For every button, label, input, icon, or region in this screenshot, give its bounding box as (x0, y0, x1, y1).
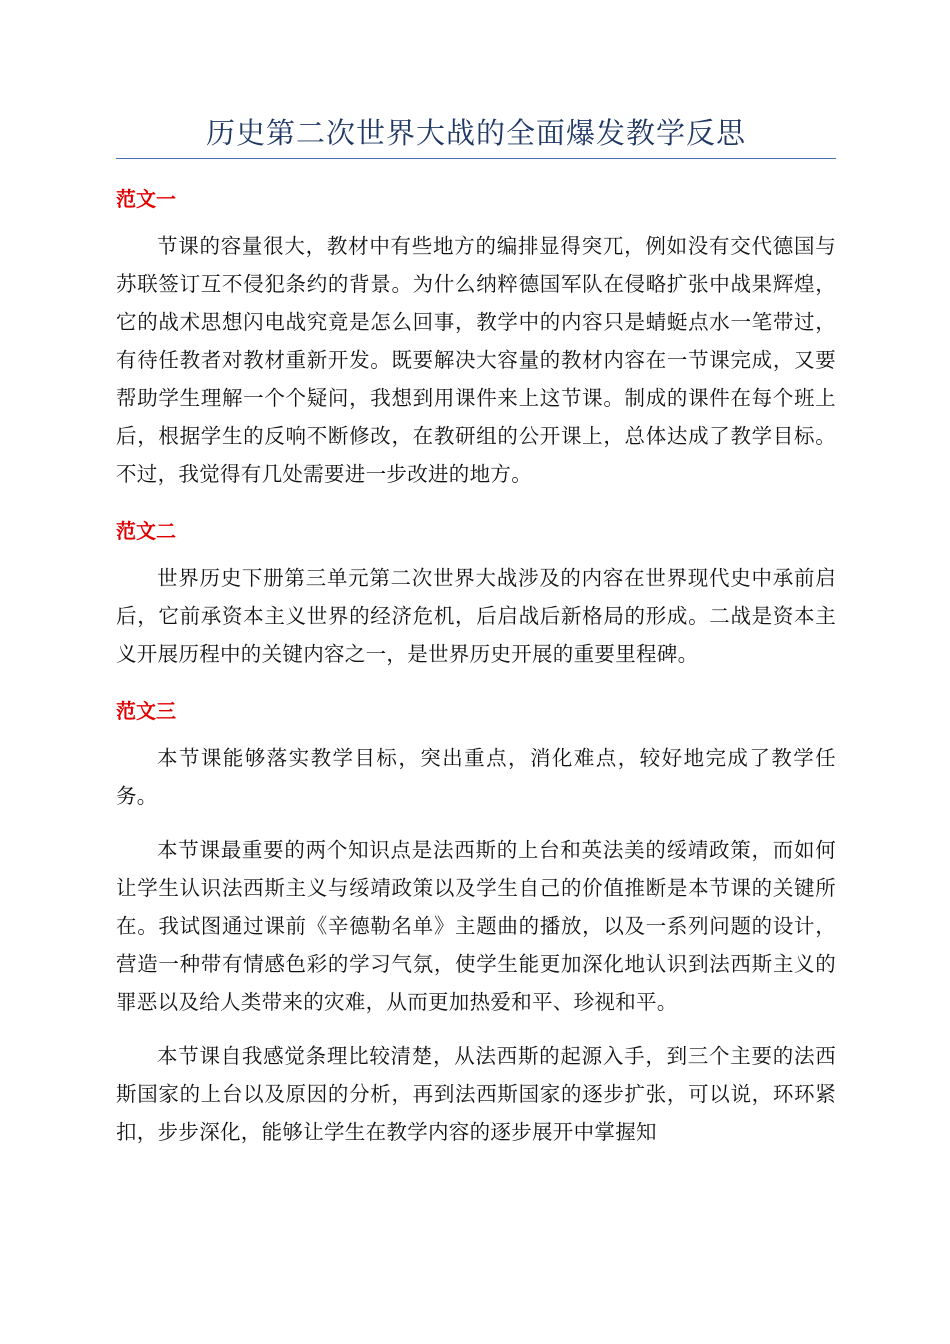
paragraph: 本节课最重要的两个知识点是法西斯的上台和英法美的绥靖政策，而如何让学生认识法西斯主义与绥靖政策以及学生自己的价值推断是本节课的关键所在。我试图通过课前《辛德勒名单》主题曲的播放，以及一系列问题的设计，营造一种带有情感色彩的学习气氛，使学生能更加深化地认识到法西斯主义的罪恶以及给人类带来的灾难，从而更加热爱和平、珍视和平。 (116, 838, 836, 1014)
section-1 (116, 185, 836, 493)
title-underline (116, 158, 836, 159)
document-title: 历史第二次世界大战的全面爆发教学反思 (205, 116, 746, 150)
section-heading: 范文三 (116, 699, 176, 723)
section-heading: 范文一 (116, 187, 176, 211)
paragraph: 世界历史下册第三单元第二次世界大战涉及的内容在世界现代史中承前启后，它前承资本主义世界的经济危机，后启战后新格局的形成。二战是资本主义开展历程中的关键内容之一，是世界历史开展的重要里程碑。 (116, 566, 836, 666)
section-2 (116, 517, 836, 673)
document-page (116, 0, 836, 1151)
paragraph: 本节课自我感觉条理比较清楚，从法西斯的起源入手，到三个主要的法西斯国家的上台以及原因的分析，再到法西斯国家的逐步扩张，可以说，环环紧扣，步步深化，能够让学生在教学内容的逐步展开中掌握知 (116, 1044, 836, 1144)
paragraph: 节课的容量很大，教材中有些地方的编排显得突兀，例如没有交代德国与苏联签订互不侵犯条约的背景。为什么纳粹德国军队在侵略扩张中战果辉煌，它的战术思想闪电战究竟是怎么回事，教学中的内容只是蜻蜓点水一笔带过，有待任教者对教材重新开发。既要解决大容量的教材内容在一节课完成，又要帮助学生理解一个个疑问，我想到用课件来上这节课。制成的课件在每个班上后，根据学生的反响不断修改，在教研组的公开课上，总体达成了教学目标。不过，我觉得有几处需要进一步改进的地方。 (116, 234, 836, 486)
section-3 (116, 697, 836, 1151)
section-heading: 范文二 (116, 519, 176, 543)
paragraph: 本节课能够落实教学目标，突出重点，消化难点，较好地完成了教学任务。 (116, 746, 836, 808)
